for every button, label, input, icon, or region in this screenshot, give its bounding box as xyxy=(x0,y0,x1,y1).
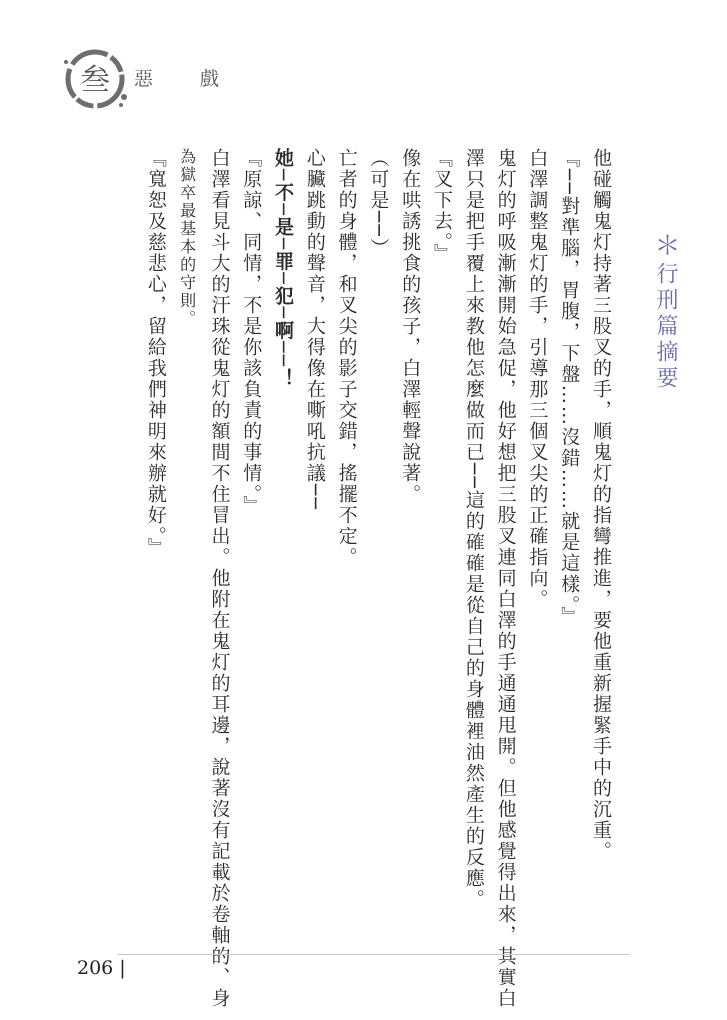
paragraph: 『叉下去。』 xyxy=(431,148,454,265)
paragraph: 心臟跳動的聲音，大得像在嘶吼抗議── xyxy=(303,148,326,511)
paragraph: 澤只是把手覆上來教他怎麼做而已──這的確確是從自己的身體裡油然產生的反應。 xyxy=(462,148,485,910)
paragraph: 鬼灯的呼吸漸漸開始急促，他好想把三股叉連同白澤的手通通甩開。但他感覺得出來，其實白 xyxy=(494,148,517,1009)
footer-rule xyxy=(118,954,630,955)
section-title-text: 行刑篇摘要 xyxy=(653,262,678,392)
paragraph: （可是──） xyxy=(367,148,390,259)
chapter-emblem xyxy=(58,42,132,116)
star-icon: ＊ xyxy=(650,232,680,262)
paragraph: 『原諒、同情，不是你該負責的事情。』 xyxy=(240,148,263,517)
paragraph: 白澤調整鬼灯的手，引導那三個叉尖的正確指向。 xyxy=(526,148,549,610)
paragraph: 『寬恕及慈悲心，留給我們神明來辦就好。』 xyxy=(144,148,167,559)
chapter-label: 惡 戲 xyxy=(134,68,234,90)
ink-dot xyxy=(64,60,68,64)
ink-dot xyxy=(119,103,123,107)
ink-dot xyxy=(121,94,127,100)
section-title xyxy=(647,232,684,392)
paragraph: 像在哄誘挑食的孩子，白澤輕聲說著。 xyxy=(399,148,422,505)
paragraph: 她─不─是─罪─犯─啊──！ xyxy=(272,148,295,390)
paragraph: 白澤看見斗大的汗珠從鬼灯的額間不住冒出。他附在鬼灯的耳邊，說著沒有記載於卷軸的、身 xyxy=(208,148,231,1009)
chapter-glyph: 叁 xyxy=(80,63,110,98)
paragraph: 『──對準腦，胃腹，下盤……沒錯……就是這樣。』 xyxy=(558,148,581,628)
page-number: 206 | xyxy=(77,957,126,979)
paragraph: 亡者的身體，和叉尖的影子交錯，搖擺不定。 xyxy=(335,148,358,568)
paragraph: 他碰觸鬼灯持著三股叉的手，順鬼灯的指彎推進，要他重新握緊手中的沉重。 xyxy=(590,148,612,862)
body-text xyxy=(118,148,616,1009)
paragraph: 為獄卒最基本的守則。 xyxy=(177,148,197,328)
